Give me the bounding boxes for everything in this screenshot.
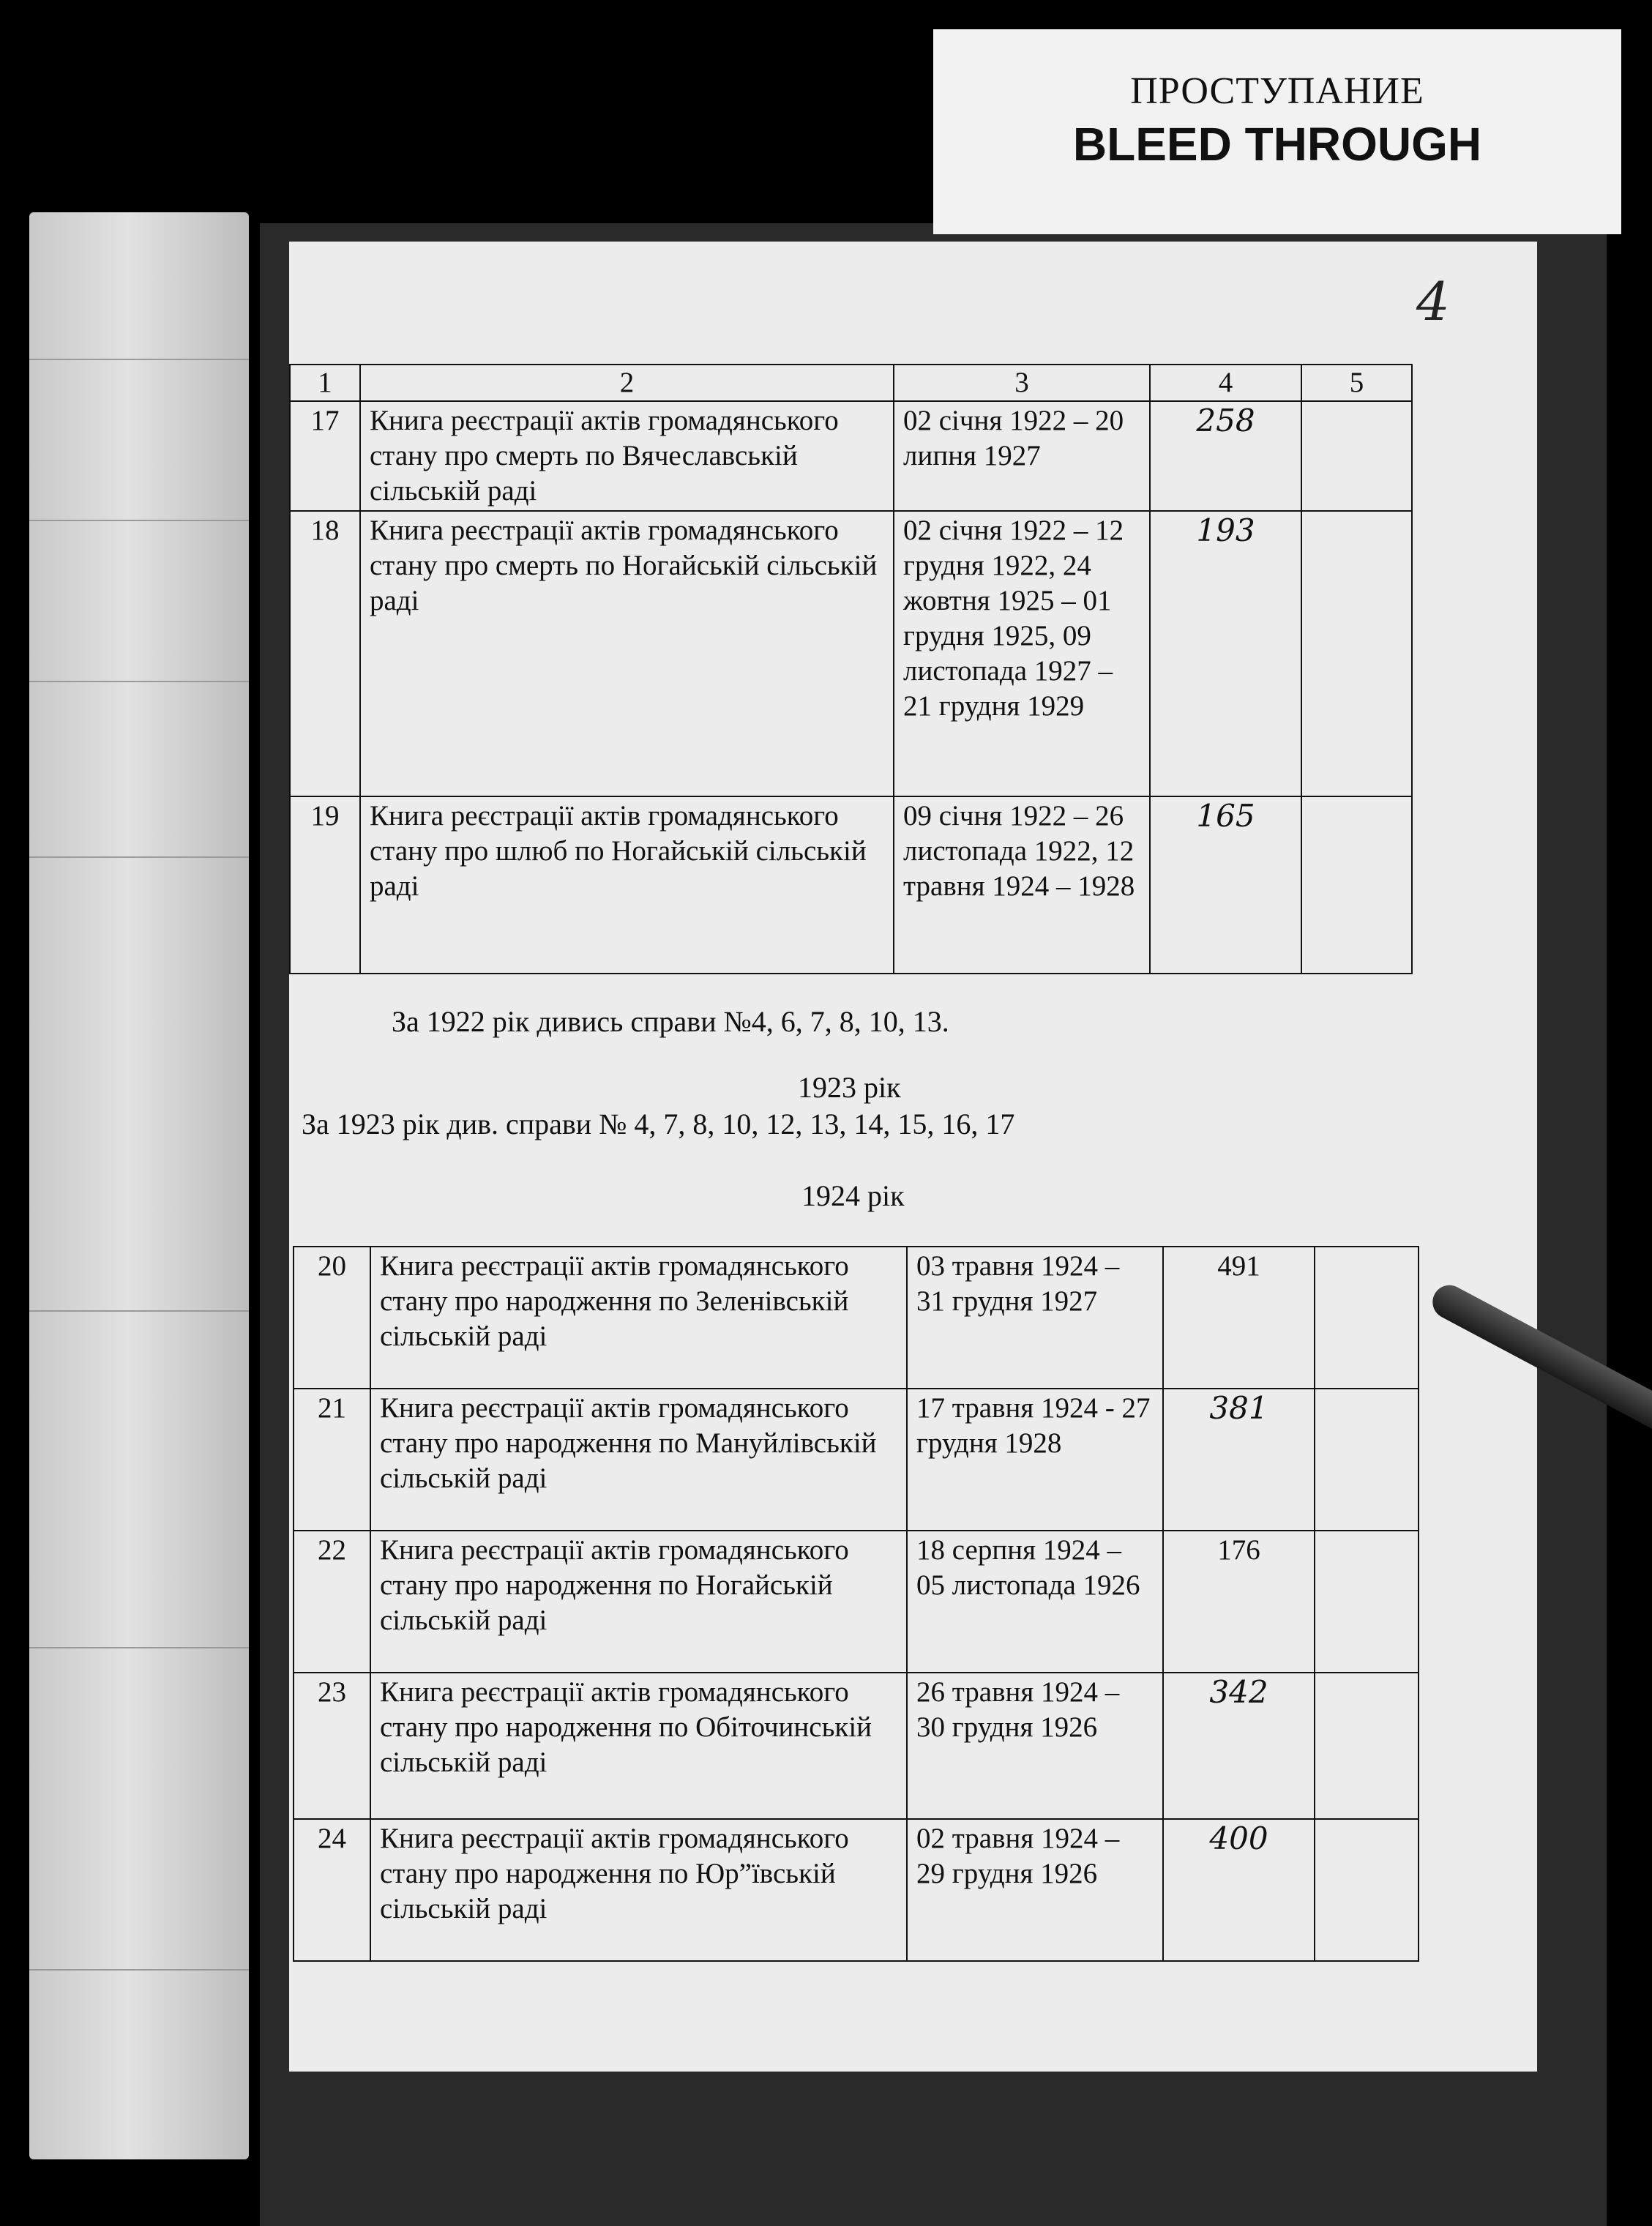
notice-line-ru: ПРОСТУПАНИЕ (1130, 70, 1424, 112)
table-row (294, 1819, 1419, 1961)
record-title: Книга реєстрації актів громадянського стану про народження по Ногайській сільській раді (370, 1531, 907, 1673)
record-dates: 02 січня 1922 – 20 липня 1927 (894, 401, 1150, 511)
notes-cell (1315, 1673, 1419, 1819)
ghost-rule (29, 1310, 249, 1312)
ghost-rule (29, 856, 249, 858)
notes-cell (1301, 796, 1412, 974)
row-number: 21 (294, 1389, 370, 1531)
record-title: Книга реєстрації актів громадянського стану про народження по Обіточинській сільській раді (370, 1673, 907, 1819)
notes-cell (1315, 1389, 1419, 1531)
header-cell: 4 (1150, 365, 1301, 401)
record-dates: 17 травня 1924 - 27 грудня 1928 (907, 1389, 1163, 1531)
sheet-count: 176 (1163, 1531, 1315, 1673)
record-dates: 26 травня 1924 – 30 грудня 1926 (907, 1673, 1163, 1819)
table-row (290, 401, 1412, 511)
notice-line-en: BLEED THROUGH (1072, 118, 1482, 171)
table-row (294, 1389, 1419, 1531)
header-cell: 1 (290, 365, 360, 401)
table-row (294, 1673, 1419, 1819)
register-table-2 (293, 1246, 1419, 1962)
ghost-rule (29, 1969, 249, 1971)
notes-cell (1315, 1819, 1419, 1961)
heading-1923: 1923 рік (798, 1071, 901, 1104)
notes-cell (1301, 511, 1412, 796)
record-dates: 03 травня 1924 – 31 грудня 1927 (907, 1247, 1163, 1389)
record-dates: 09 січня 1922 – 26 листопада 1922, 12 травня 1924 – 1928 (894, 796, 1150, 974)
row-number: 19 (290, 796, 360, 974)
record-dates: 02 січня 1922 – 12 грудня 1922, 24 жовтня 1925 – 01 грудня 1925, 09 листопада 1927 – 21 грудня 1929 (894, 511, 1150, 796)
record-title: Книга реєстрації актів громадянського стану про народження по Зеленівській сільській раді (370, 1247, 907, 1389)
sheet-count: 342 (1163, 1673, 1315, 1819)
record-title: Книга реєстрації актів громадянського стану про народження по Мануйлівській сільській раді (370, 1389, 907, 1531)
record-title: Книга реєстрації актів громадянського стану про народження по Юр”ївській сільській раді (370, 1819, 907, 1961)
record-dates: 18 серпня 1924 – 05 листопада 1926 (907, 1531, 1163, 1673)
header-cell: 2 (360, 365, 894, 401)
row-number: 20 (294, 1247, 370, 1389)
ghost-rule (29, 520, 249, 521)
row-number: 23 (294, 1673, 370, 1819)
notes-cell (1315, 1531, 1419, 1673)
heading-1924: 1924 рік (801, 1179, 905, 1212)
table-row (294, 1247, 1419, 1389)
note-1922: За 1922 рік дивись справи №4, 6, 7, 8, 10, 13. (392, 1005, 949, 1038)
ghost-rule (29, 359, 249, 360)
row-number: 17 (290, 401, 360, 511)
table-row (294, 1531, 1419, 1673)
sheet-count: 381 (1163, 1389, 1315, 1531)
sheet-count: 400 (1163, 1819, 1315, 1961)
table-row (290, 511, 1412, 796)
header-cell: 3 (894, 365, 1150, 401)
left-page-edge (29, 212, 249, 2159)
sheet-count: 258 (1150, 401, 1301, 511)
record-dates: 02 травня 1924 – 29 грудня 1926 (907, 1819, 1163, 1961)
row-number: 18 (290, 511, 360, 796)
sheet-count: 193 (1150, 511, 1301, 796)
ghost-rule (29, 681, 249, 682)
notes-cell (1301, 401, 1412, 511)
bleed-through-notice (933, 29, 1621, 234)
row-number: 24 (294, 1819, 370, 1961)
register-table-1 (289, 364, 1413, 974)
row-number: 22 (294, 1531, 370, 1673)
record-title: Книга реєстрації актів громадянського стану про шлюб по Ногайській сільській раді (360, 796, 894, 974)
header-cell: 5 (1301, 365, 1412, 401)
table-row (290, 796, 1412, 974)
sheet-count: 491 (1163, 1247, 1315, 1389)
record-title: Книга реєстрації актів громадянського стану про смерть по Ногайській сільській раді (360, 511, 894, 796)
note-1923: За 1923 рік див. справи № 4, 7, 8, 10, 12, 13, 14, 15, 16, 17 (302, 1108, 1015, 1140)
record-title: Книга реєстрації актів громадянського стану про смерть по Вячеславській сільській раді (360, 401, 894, 511)
table-header-row (290, 365, 1412, 401)
notes-cell (1315, 1247, 1419, 1389)
page-number: 4 (1416, 271, 1450, 332)
ghost-rule (29, 1647, 249, 1648)
sheet-count: 165 (1150, 796, 1301, 974)
